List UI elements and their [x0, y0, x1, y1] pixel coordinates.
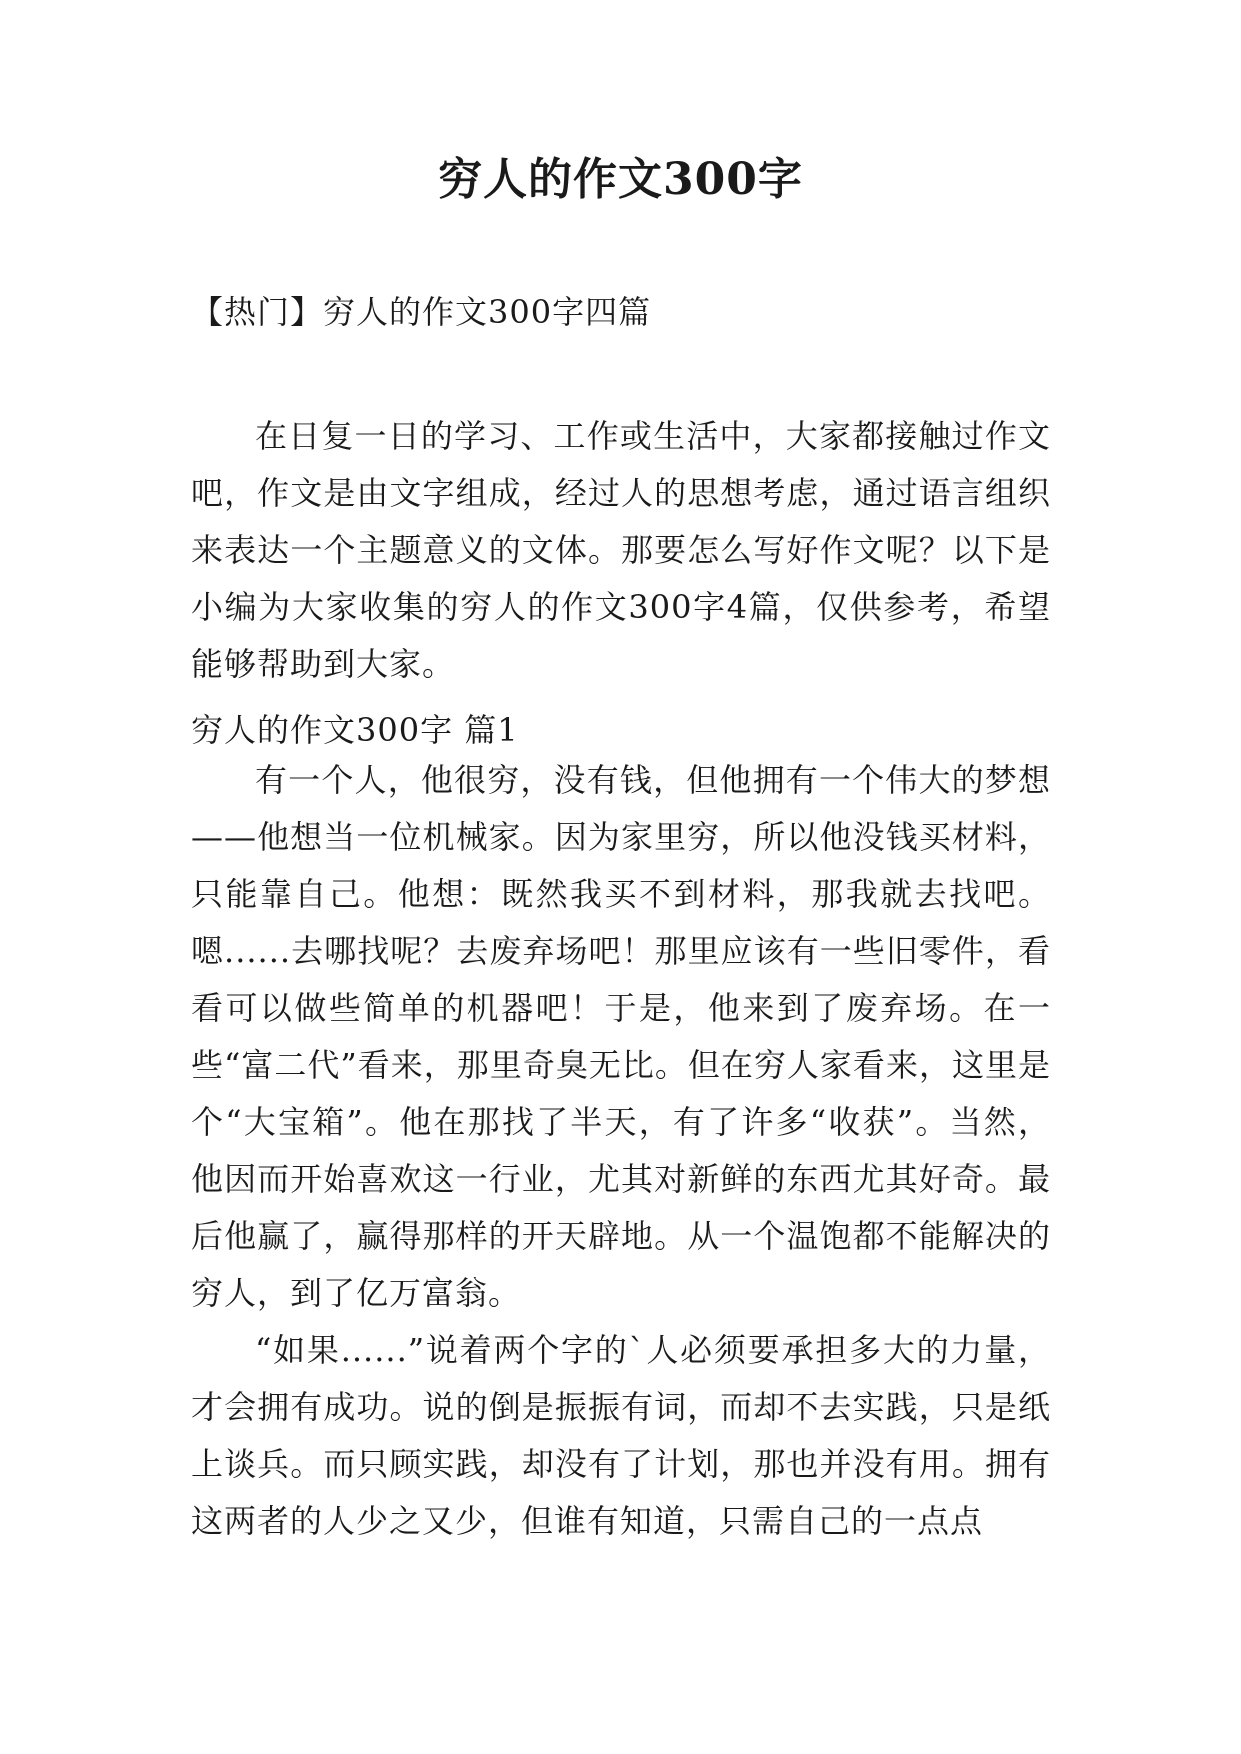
intro-text: 在日复一日的学习、工作或生活中，大家都接触过作文吧，作文是由文字组成，经过人的思想考虑，通过语言组织来表达一个主题意义的文体。那要怎么写好作文呢？以下是小编为大家收集的穷人的作文300字4篇，仅供参考，希望能够帮助到大家。 [191, 417, 1051, 683]
essay-paragraph-1 [191, 752, 1051, 1322]
section-heading: 穷人的作文300字 篇1 [191, 711, 519, 749]
paragraph-text: 有一个人，他很穷，没有钱，但他拥有一个伟大的梦想——他想当一位机械家。因为家里穷，所以他没钱买材料，只能靠自己。他想：既然我买不到材料，那我就去找吧。嗯......去哪找呢？去废弃场吧！那里应该有一些旧零件，看看可以做些简单的机器吧！于是，他来到了废弃场。在一些“富二代”看来，那里奇臭无比。但在穷人家看来，这里是个“大宝箱”。他在那找了半天，有了许多“收获”。当然，他因而开始喜欢这一行业，尤其对新鲜的东西尤其好奇。最后他赢了，赢得那样的开天辟地。从一个温饱都不能解决的穷人，到了亿万富翁。 [191, 761, 1051, 1312]
document-title: 穷人的作文300字 [438, 154, 803, 205]
document-subtitle: 【热门】穷人的作文300字四篇 [191, 293, 652, 331]
paragraph-text: “如果......”说着两个字的`人必须要承担多大的力量，才会拥有成功。说的倒是振振有词，而却不去实践，只是纸上谈兵。而只顾实践，却没有了计划，那也并没有用。拥有这两者的人少之又少，但谁有知道，只需自己的一点点 [191, 1331, 1051, 1540]
essay-paragraph-2 [191, 1322, 1051, 1550]
intro-paragraph [191, 408, 1051, 693]
